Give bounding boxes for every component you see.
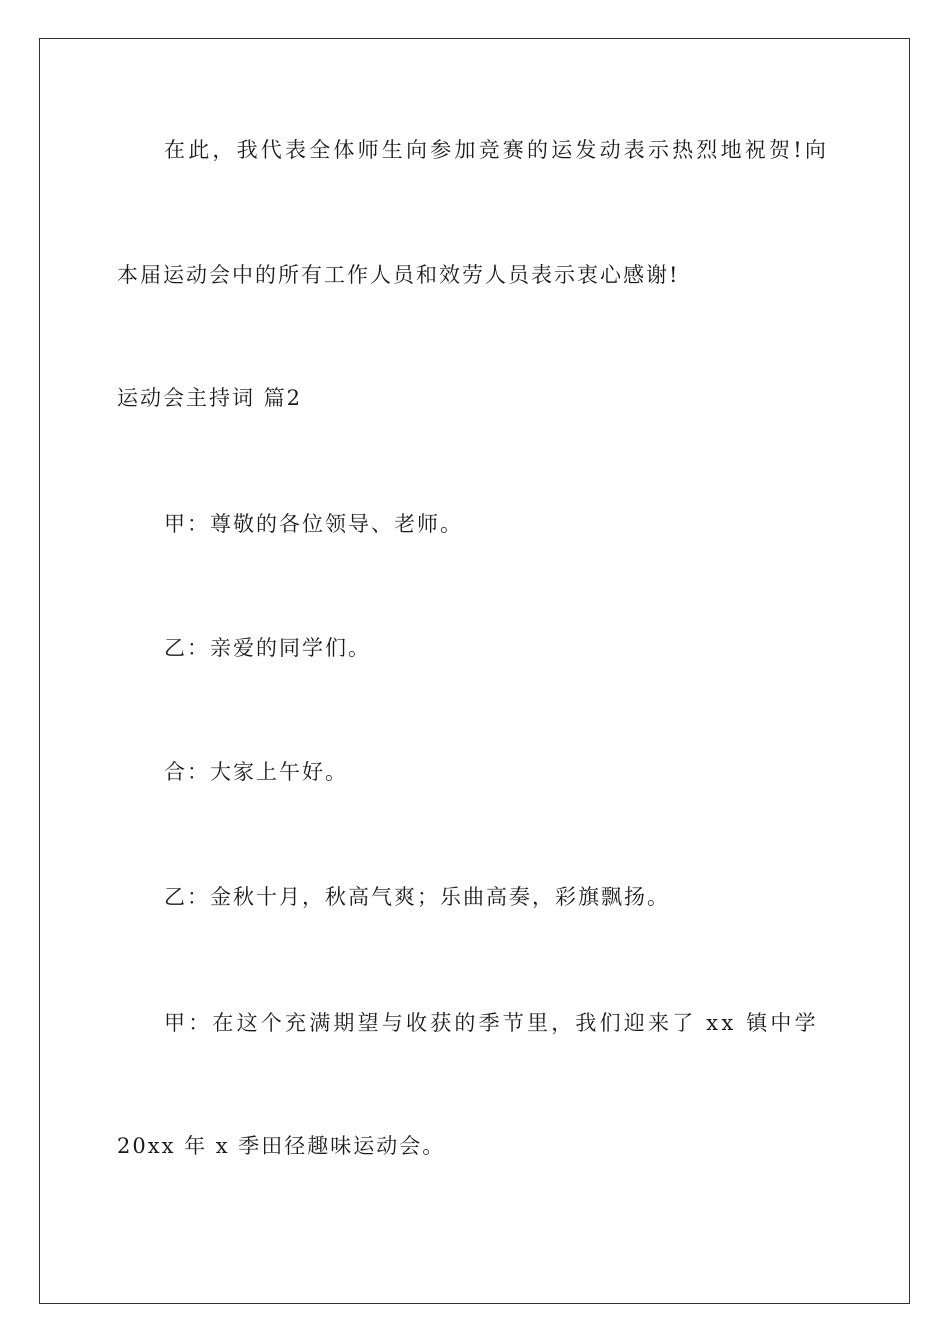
paragraph-congratulations: 在此，我代表全体师生向参加竞赛的运发动表示热烈地祝贺!向 — [164, 138, 830, 162]
page-frame — [39, 38, 910, 1304]
paragraph-thanks: 本届运动会中的所有工作人员和效劳人员表示衷心感谢! — [117, 263, 680, 287]
dialogue-line-continuation: 20xx 年 x 季田径趣味运动会。 — [117, 1134, 446, 1158]
dialogue-line: 甲：在这个充满期望与收获的季节里，我们迎来了 xx 镇中学 — [164, 1011, 819, 1035]
dialogue-line: 乙：金秋十月，秋高气爽；乐曲高奏，彩旗飘扬。 — [164, 885, 670, 909]
dialogue-line: 甲：尊敬的各位领导、老师。 — [164, 512, 463, 536]
dialogue-line: 乙：亲爱的同学们。 — [164, 636, 371, 660]
section-heading: 运动会主持词 篇2 — [117, 386, 303, 410]
dialogue-line: 合：大家上午好。 — [164, 760, 348, 784]
